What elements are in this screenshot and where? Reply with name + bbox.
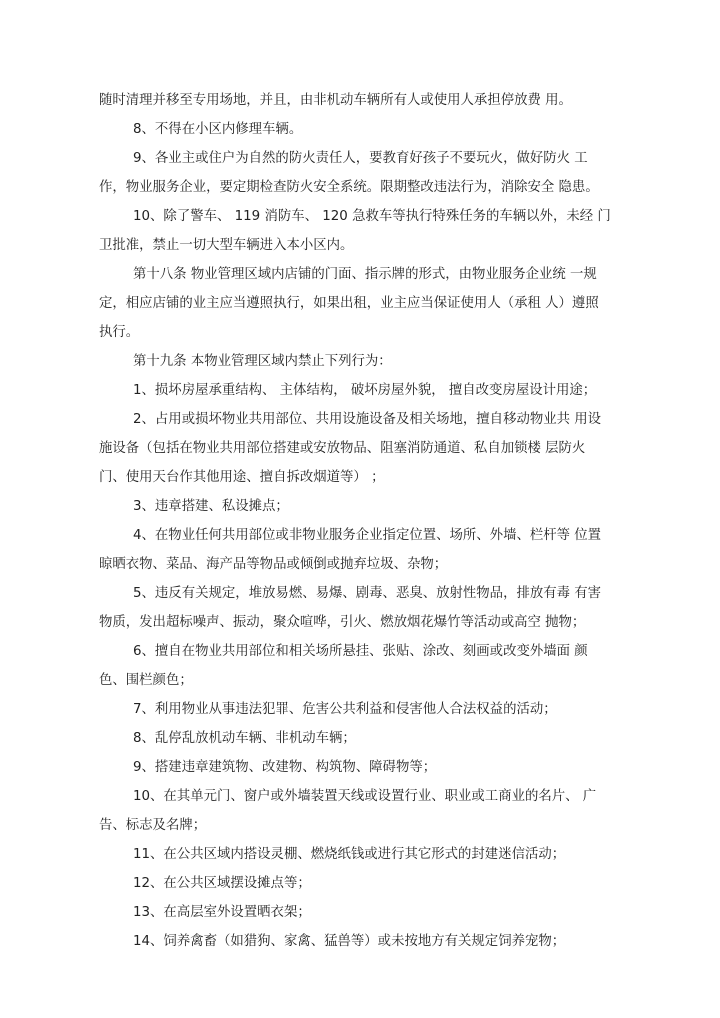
text-line: 第十九条 本物业管理区域内禁止下列行为： — [133, 354, 392, 369]
text-line: 5、违反有关规定，堆放易燃、易爆、剧毒、恶臭、放射性物品，排放有毒 有害 — [133, 586, 602, 601]
text-line: 12、在公共区域摆设摊点等； — [133, 876, 311, 891]
text-line: 告、标志及名牌； — [99, 818, 207, 833]
text-line: 晾晒衣物、菜品、海产品等物品或倾倒或抛弃垃圾、杂物； — [99, 557, 448, 572]
text-line: 2、占用或损坏物业共用部位、共用设施设备及相关场地，擅自移动物业共 用设 — [133, 412, 602, 427]
text-line: 13、在高层室外设置晒衣架； — [133, 905, 311, 920]
text-line: 9、各业主或住户为自然的防火责任人，要教育好孩子不要玩火，做好防火 工 — [133, 151, 588, 166]
text-line: 6、擅自在物业共用部位和相关场所悬挂、张贴、涂改、刻画或改变外墙面 颜 — [133, 644, 588, 659]
text-line: 施设备（包括在物业共用部位搭建或安放物品、阻塞消防通道、私自加锁楼 层防火 — [99, 441, 586, 456]
text-line: 11、在公共区域内搭设灵棚、燃烧纸钱或进行其它形式的封建迷信活动； — [133, 847, 566, 862]
text-line: 14、饲养禽畜（如猎狗、家禽、猛兽等）或未按地方有关规定饲养宠物； — [133, 934, 566, 949]
text-line: 1、损坏房屋承重结构、 主体结构， 破坏房屋外貌， 擅自改变房屋设计用途； — [133, 383, 597, 398]
text-line: 卫批准，禁止一切大型车辆进入本小区内。 — [99, 238, 354, 253]
text-line: 8、不得在小区内修理车辆。 — [133, 122, 303, 137]
text-line: 8、乱停乱放机动车辆、非机动车辆； — [133, 731, 356, 746]
text-line: 9、搭建违章建筑物、改建物、构筑物、障碍物等； — [133, 760, 437, 775]
text-line: 第十八条 物业管理区域内店铺的门面、指示牌的形式，由物业服务企业统 一规 — [133, 267, 597, 282]
text-line: 随时清理并移至专用场地，并且，由非机动车辆所有人或使用人承担停放费 用。 — [99, 93, 572, 108]
text-line: 执行。 — [99, 325, 140, 340]
text-line: 7、利用物业从事违法犯罪、危害公共利益和侵害他人合法权益的活动； — [133, 702, 557, 717]
text-line: 4、在物业任何共用部位或非物业服务企业指定位置、场所、外墙、栏杆等 位置 — [133, 528, 602, 543]
text-line: 作，物业服务企业，要定期检查防火安全系统。限期整改违法行为，消除安全 隐患。 — [99, 180, 599, 195]
text-line: 定，相应店铺的业主应当遵照执行，如果出租，业主应当保证使用人（承租 人）遵照 — [99, 296, 599, 311]
text-line: 3、违章搭建、私设摊点； — [133, 499, 289, 514]
text-line: 物质，发出超标噪声、振动，聚众喧哗，引火、燃放烟花爆竹等活动或高空 抛物； — [99, 615, 586, 630]
text-line: 10、除了警车、 119 消防车、 120 急救车等执行特殊任务的车辆以外，未经 门 — [133, 209, 611, 224]
text-line: 10、在其单元门、窗户或外墙装置天线或设置行业、职业或工商业的名片、 广 — [133, 789, 597, 804]
text-line: 门、使用天台作其他用途、擅自拆改烟道等） ； — [99, 470, 385, 485]
text-line: 色、围栏颜色； — [99, 673, 193, 688]
